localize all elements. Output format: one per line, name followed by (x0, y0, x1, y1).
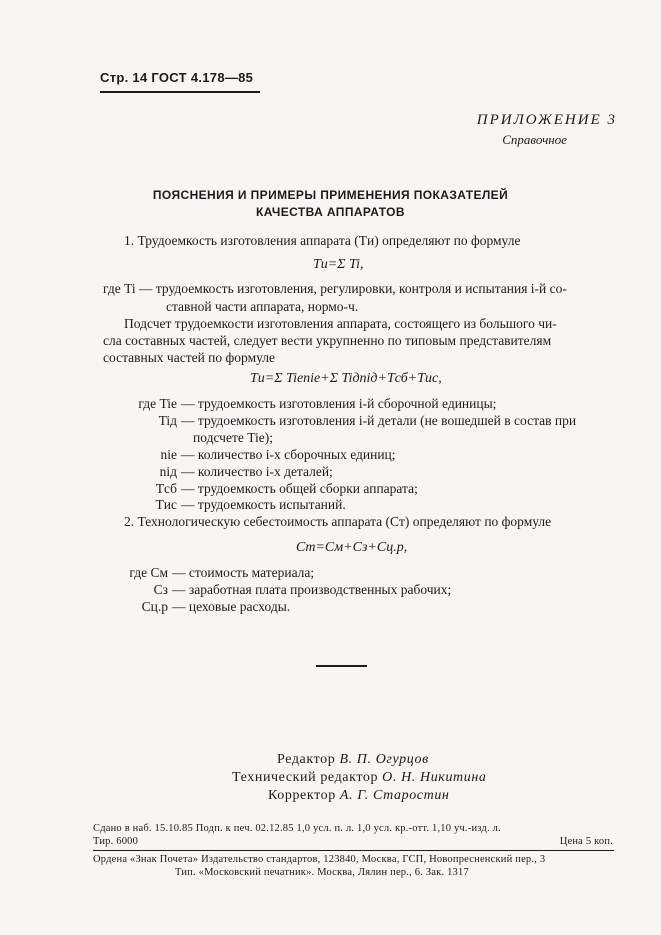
definition-1-line-2: ставной части аппарата, нормо-ч. (166, 299, 359, 314)
imprint-line-2-right: Цена 5 коп. (559, 836, 613, 847)
formula-3: Cт=Cм+Cз+Cц.р, (296, 540, 408, 555)
def2-term-4: niе (160, 447, 177, 462)
def2-text-5: — количество i-х деталей; (181, 464, 333, 479)
def3-text-1: — стоимость материала; (172, 565, 315, 580)
def2-term-5: niд (159, 464, 177, 479)
paragraph-3: 2. Технологическую себестоимость аппарата (Cт) определяют по формуле (124, 514, 552, 529)
def2-text-4: — количество i-х сборочных единиц; (181, 447, 396, 462)
imprint-line-2-left: Тир. 6000 (93, 836, 139, 847)
def3-text-3: — цеховые расходы. (172, 599, 291, 614)
def2-text-3: подсчете Tiе); (193, 430, 273, 445)
page-header: Стр. 14 ГОСТ 4.178—85 (100, 70, 254, 85)
def2-text-6: — трудоемкость общей сборки аппарата; (181, 481, 418, 496)
def2-text-1: — трудоемкость изготовления i-й сборочной единицы; (181, 396, 497, 411)
imprint-line-3: Ордена «Знак Почета» Издательство стандартов, 123840, Москва, ГСП, Новопресненский пер., 3 (93, 854, 546, 865)
heading-line-1: ПОЯСНЕНИЯ И ПРИМЕРЫ ПРИМЕНЕНИЯ ПОКАЗАТЕЛЕЙ (152, 188, 509, 202)
corrector-line (268, 788, 449, 804)
editor-line (277, 752, 429, 768)
paragraph-2-line-3: составных частей по формуле (103, 350, 276, 365)
imprint-rule (93, 850, 614, 851)
tech-editor-label: Технический редактор (232, 770, 379, 785)
imprint-line-1: Сдано в наб. 15.10.85 Подп. к печ. 02.12.85 1,0 усл. п. л. 1,0 усл. кр.-отт. 1,10 уч.-изд. л. (93, 823, 501, 834)
paragraph-2-line-2: сла составных частей, следует вести укрупненно по типовым представителям (103, 333, 552, 348)
section-divider (316, 665, 367, 667)
header-rule (100, 91, 260, 93)
paragraph-1: 1. Трудоемкость изготовления аппарата (Tи) определяют по формуле (124, 233, 521, 248)
def2-term-1: где Tiе (138, 396, 177, 411)
formula-1: Tи=Σ Ti, (313, 257, 364, 272)
imprint-line-4: Тип. «Московский печатник». Москва, Лялин пер., 6. Зак. 1317 (175, 867, 469, 878)
editor-name: В. П. Огурцов (339, 752, 429, 767)
formula-2: Tи=Σ Tiеniе+Σ Tiдniд+Tсб+Tис, (250, 371, 442, 386)
def3-term-3: Cц.р (141, 599, 168, 614)
heading-line-2: КАЧЕСТВА АППАРАТОВ (256, 205, 405, 219)
appendix-title: ПРИЛОЖЕНИЕ 3 (476, 112, 617, 128)
def2-term-2: Tiд (158, 413, 177, 428)
definition-1-line-1: где Ti — трудоемкость изготовления, регулировки, контроля и испытания i-й со- (103, 281, 567, 296)
paragraph-2-line-1: Подсчет трудоемкости изготовления аппарата, состоящего из большого чи- (124, 316, 557, 331)
tech-editor-name: О. Н. Никитина (382, 770, 487, 785)
def2-term-7: Tис (155, 497, 177, 512)
def3-term-2: Cз (153, 582, 168, 597)
def3-term-1: где Cм (129, 565, 168, 580)
editor-label: Редактор (277, 752, 336, 767)
tech-editor-line (232, 770, 487, 786)
def2-term-6: Tсб (155, 481, 177, 496)
corrector-name: А. Г. Старостин (339, 788, 450, 803)
def2-text-7: — трудоемкость испытаний. (181, 497, 346, 512)
def2-text-2: — трудоемкость изготовления i-й детали (не вошедшей в состав при (181, 413, 577, 428)
def3-text-2: — заработная плата производственных рабочих; (172, 582, 452, 597)
corrector-label: Корректор (268, 788, 336, 803)
appendix-subtitle: Справочное (502, 132, 567, 147)
